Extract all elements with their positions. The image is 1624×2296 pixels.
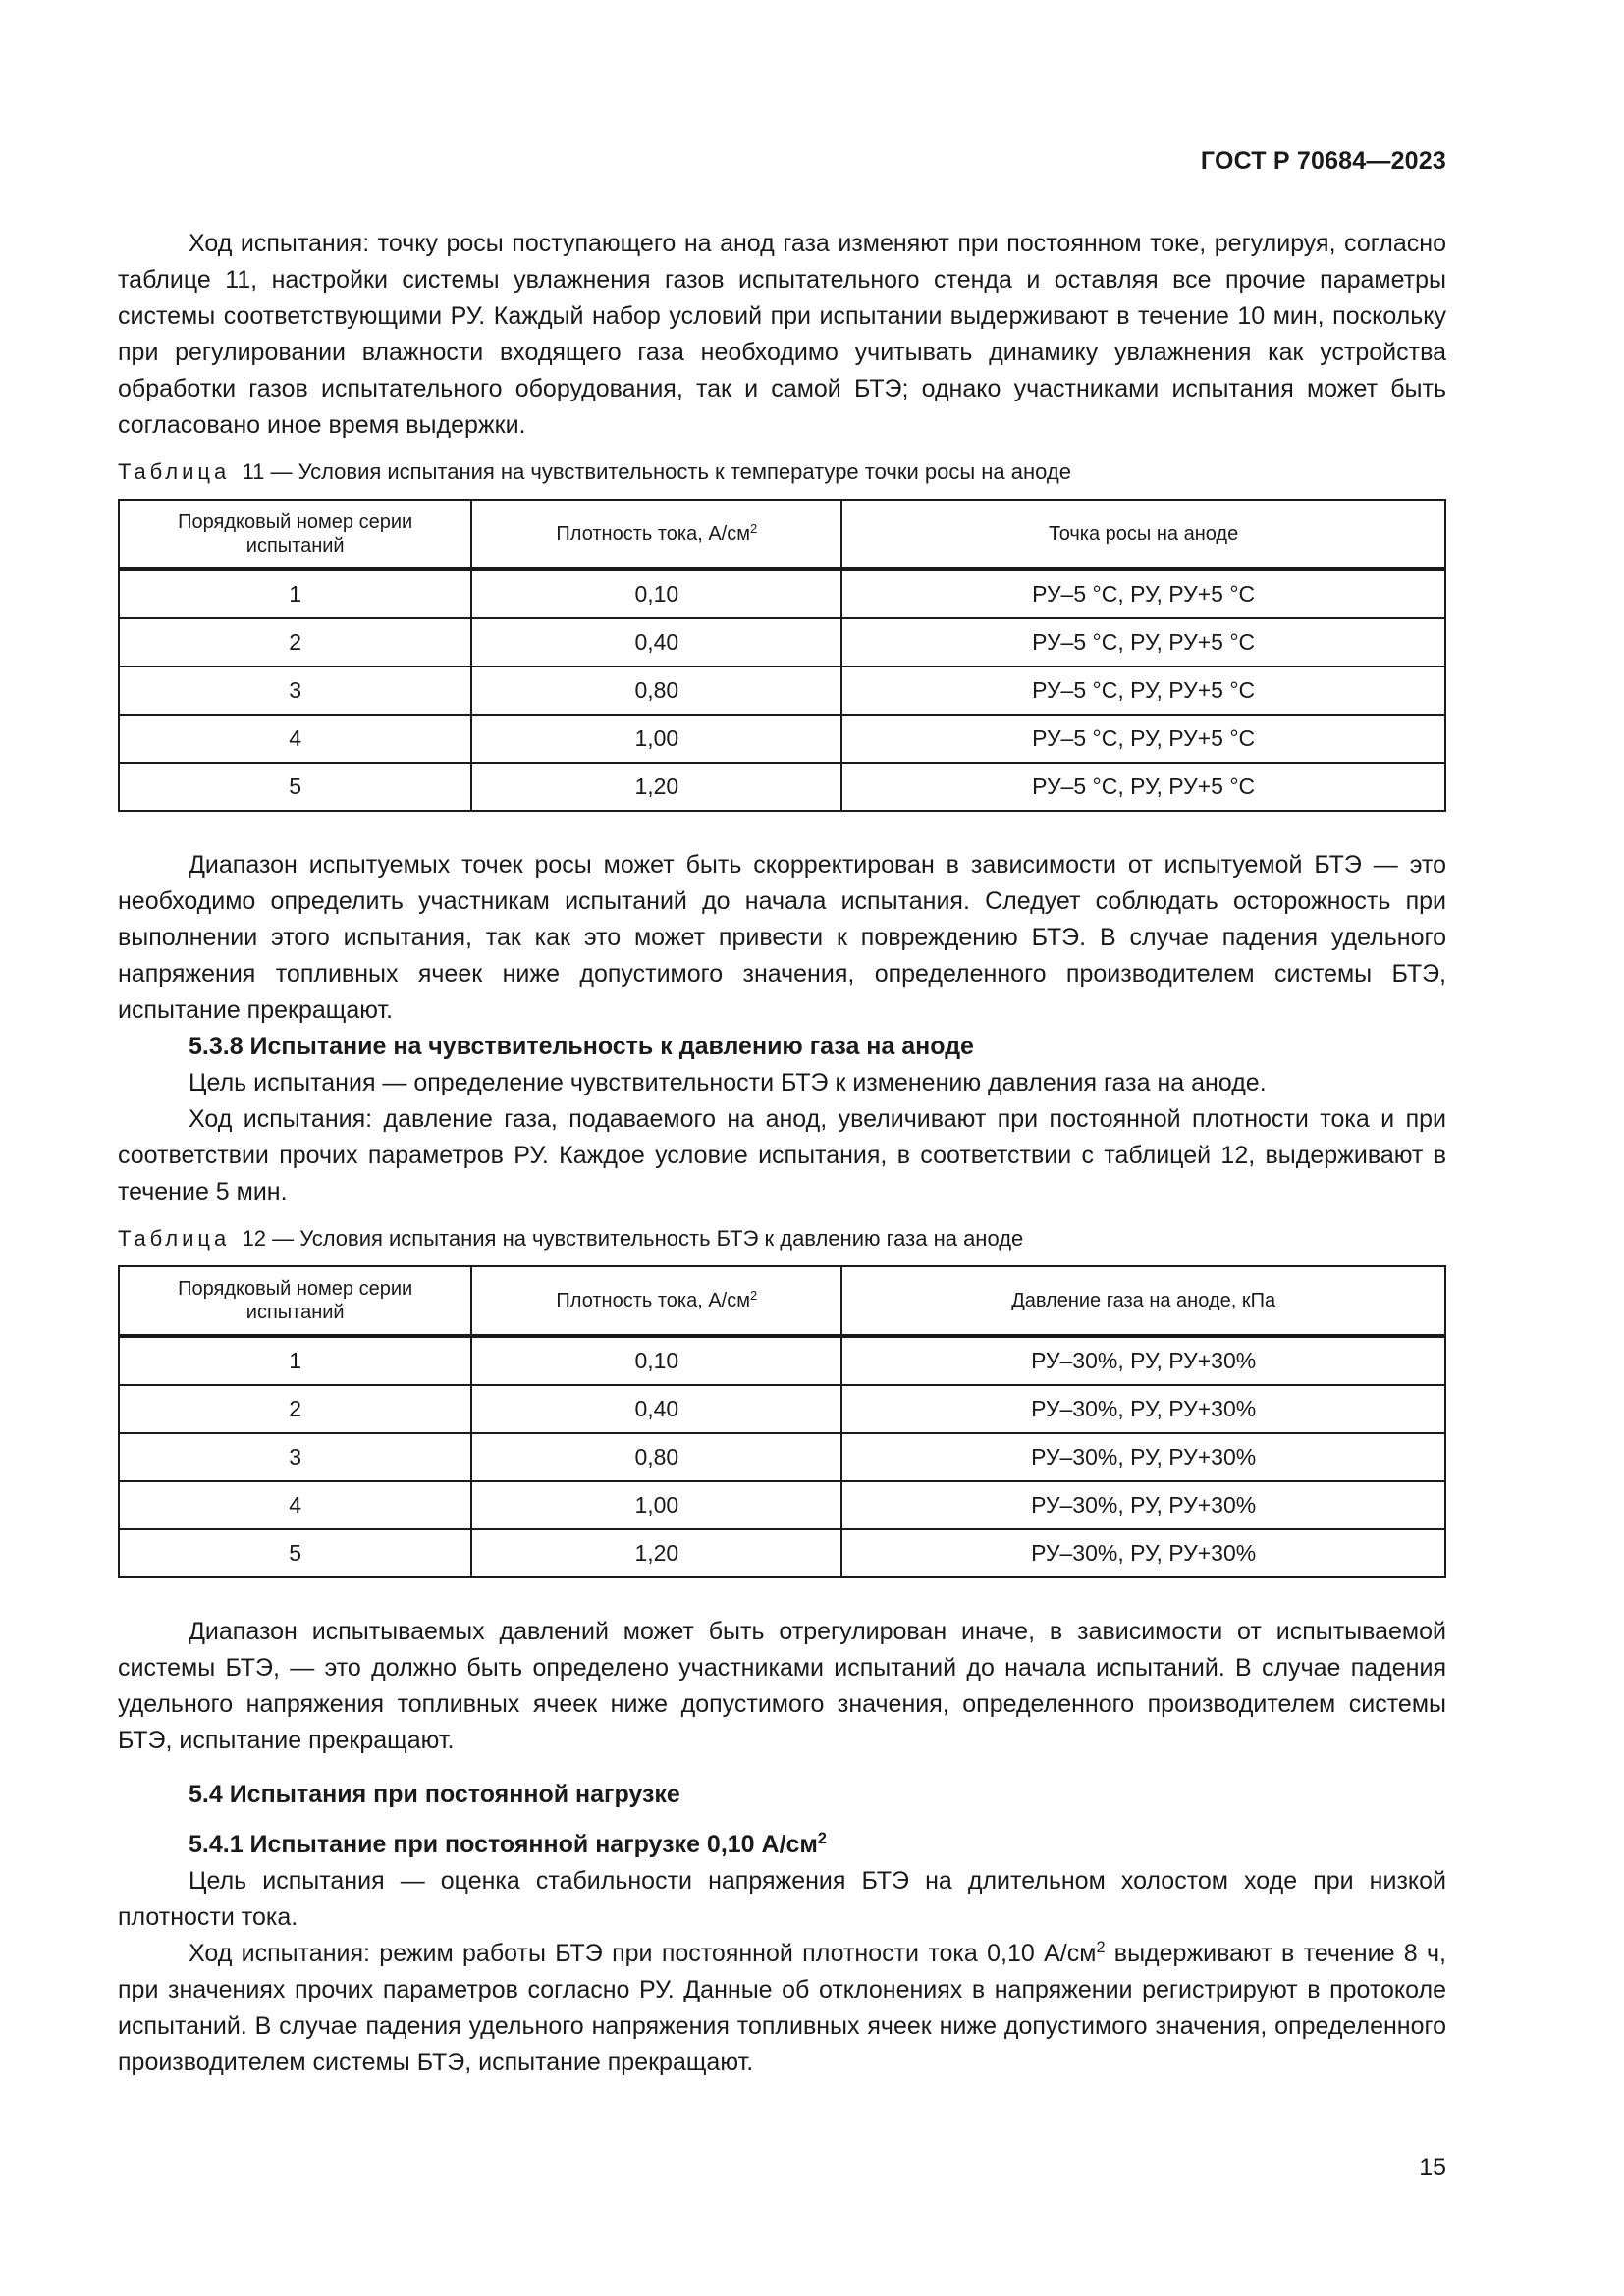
table-cell: 1 [119, 569, 471, 618]
table-header-row [119, 500, 1445, 569]
document-id: ГОСТ Р 70684—2023 [1200, 147, 1446, 175]
paragraph-test-procedure-constant-load [118, 1936, 1446, 2081]
table-cell: 2 [119, 1385, 471, 1433]
paragraph-text: выдерживают в течение 8 ч, при значениях прочих параметров согласно РУ. Данные об отклонениях в напряжении регистрируют в протоколе испытаний. В случае падения удельного напряжения топливных ячеек ниже допустимого значения, определенного производителем системы БТЭ, испытание прекращают. [118, 1940, 1447, 2076]
table-cell: 5 [119, 763, 471, 811]
paragraph-test-goal-pressure: Цель испытания — определение чувствительности БТЭ к изменению давления газа на аноде. [189, 1069, 1267, 1096]
table-cell: 0,80 [471, 667, 841, 715]
table-11 [118, 499, 1446, 812]
table-cell: РУ–5 °С, РУ, РУ+5 °С [841, 763, 1445, 811]
header-current-density-text: Плотность тока, А/см [556, 523, 750, 545]
table-cell: РУ–5 °С, РУ, РУ+5 °С [841, 667, 1445, 715]
table-cell: 1 [119, 1336, 471, 1385]
table-label: Таблица [118, 459, 231, 484]
page-content [118, 226, 1446, 2081]
page-number: 15 [1419, 2154, 1446, 2181]
paragraph-test-procedure-pressure: Ход испытания: давление газа, подаваемого на анод, увеличивают при постоянной плотности тока и при соответствии прочих параметров РУ. Каждое условие испытания, в соответствии с таблицей 12, выдерживают в течение 5 мин. [118, 1105, 1446, 1205]
paragraph-text: Ход испытания: режим работы БТЭ при постоянной плотности тока 0,10 А/см [189, 1940, 1097, 1967]
header-anode-pressure: Давление газа на аноде, кПа [841, 1266, 1445, 1336]
section-heading-5-3-8: 5.3.8 Испытание на чувствительность к давлению газа на аноде [189, 1033, 974, 1060]
table-cell: 0,80 [471, 1433, 841, 1481]
table-cell: РУ–30%, РУ, РУ+30% [841, 1336, 1445, 1385]
table-header-row [119, 1266, 1445, 1336]
table-cell: 4 [119, 1481, 471, 1529]
table-cell: 0,40 [471, 618, 841, 667]
table-cell: 4 [119, 715, 471, 763]
table-row [119, 1529, 1445, 1577]
table-cell: 0,10 [471, 569, 841, 618]
superscript: 2 [749, 520, 758, 536]
table-row [119, 715, 1445, 763]
section-heading-5-4: 5.4 Испытания при постоянной нагрузке [189, 1781, 680, 1808]
paragraph-test-procedure-dew-point: Ход испытания: точку росы поступающего на анод газа изменяют при постоянном токе, регулируя, согласно таблице 11, настройки системы увлажнения газов испытательного стенда и оставляя все прочие параметры системы соответствующими РУ. Каждый набор условий при испытании выдерживают в течение 10 мин, поскольку при регулировании влажности входящего газа необходимо учитывать динамику увлажнения как устройства обработки газов испытательного оборудования, так и самой БТЭ; однако участниками испытания может быть согласовано иное время выдержки. [118, 230, 1446, 439]
table-cell: 1,20 [471, 1529, 841, 1577]
header-series-number: Порядковый номер серии испытаний [119, 500, 471, 569]
table-cell: РУ–30%, РУ, РУ+30% [841, 1481, 1445, 1529]
table-cell: 3 [119, 667, 471, 715]
table-cell: РУ–30%, РУ, РУ+30% [841, 1433, 1445, 1481]
table-caption-text: 12 — Условия испытания на чувствительность БТЭ к давлению газа на аноде [242, 1226, 1024, 1251]
table-row [119, 1481, 1445, 1529]
table-row [119, 1336, 1445, 1385]
table-cell: РУ–30%, РУ, РУ+30% [841, 1385, 1445, 1433]
header-current-density [471, 1266, 841, 1336]
section-heading-5-4-1 [118, 1827, 1446, 1863]
table-row [119, 667, 1445, 715]
table-12 [118, 1265, 1446, 1578]
header-series-number: Порядковый номер серии испытаний [119, 1266, 471, 1336]
table-caption-text: 11 — Условия испытания на чувствительность к температуре точки росы на аноде [242, 459, 1071, 484]
table-cell: 0,40 [471, 1385, 841, 1433]
table-row [119, 1433, 1445, 1481]
table-11-caption [118, 457, 1446, 487]
paragraph-dew-point-range: Диапазон испытуемых точек росы может быть скорректирован в зависимости от испытуемой БТЭ — это необходимо определить участникам испытаний до начала испытания. Следует соблюдать осторожность при выполнении этого испытания, так как это может привести к повреждению БТЭ. В случае падения удельного напряжения топливных ячеек ниже допустимого значения, определенного производителем системы БТЭ, испытание прекращают. [118, 851, 1446, 1024]
paragraph-test-goal-constant-load: Цель испытания — оценка стабильности напряжения БТЭ на длительном холостом ходе при низкой плотности тока. [118, 1867, 1446, 1931]
table-label: Таблица [118, 1226, 231, 1251]
table-cell: 1,00 [471, 715, 841, 763]
superscript: 2 [817, 1830, 827, 1848]
table-cell: РУ–5 °С, РУ, РУ+5 °С [841, 618, 1445, 667]
table-cell: РУ–30%, РУ, РУ+30% [841, 1529, 1445, 1577]
header-current-density [471, 500, 841, 569]
table-cell: 1,00 [471, 1481, 841, 1529]
table-cell: РУ–5 °С, РУ, РУ+5 °С [841, 569, 1445, 618]
table-row [119, 618, 1445, 667]
superscript: 2 [749, 1287, 758, 1303]
table-row [119, 763, 1445, 811]
table-cell: 5 [119, 1529, 471, 1577]
table-cell: 3 [119, 1433, 471, 1481]
table-12-caption [118, 1224, 1446, 1254]
section-heading-text: 5.4.1 Испытание при постоянной нагрузке 0,10 А/см [189, 1831, 818, 1858]
header-dew-point: Точка росы на аноде [841, 500, 1445, 569]
table-cell: 2 [119, 618, 471, 667]
table-cell: 1,20 [471, 763, 841, 811]
header-current-density-text: Плотность тока, А/см [556, 1290, 750, 1311]
superscript: 2 [1096, 1939, 1106, 1957]
table-row [119, 1385, 1445, 1433]
table-cell: РУ–5 °С, РУ, РУ+5 °С [841, 715, 1445, 763]
table-row [119, 569, 1445, 618]
paragraph-pressure-range: Диапазон испытываемых давлений может быть отрегулирован иначе, в зависимости от испытываемой системы БТЭ, — это должно быть определено участниками испытаний до начала испытаний. В случае падения удельного напряжения топливных ячеек ниже допустимого значения, определенного производителем системы БТЭ, испытание прекращают. [118, 1618, 1446, 1754]
table-cell: 0,10 [471, 1336, 841, 1385]
